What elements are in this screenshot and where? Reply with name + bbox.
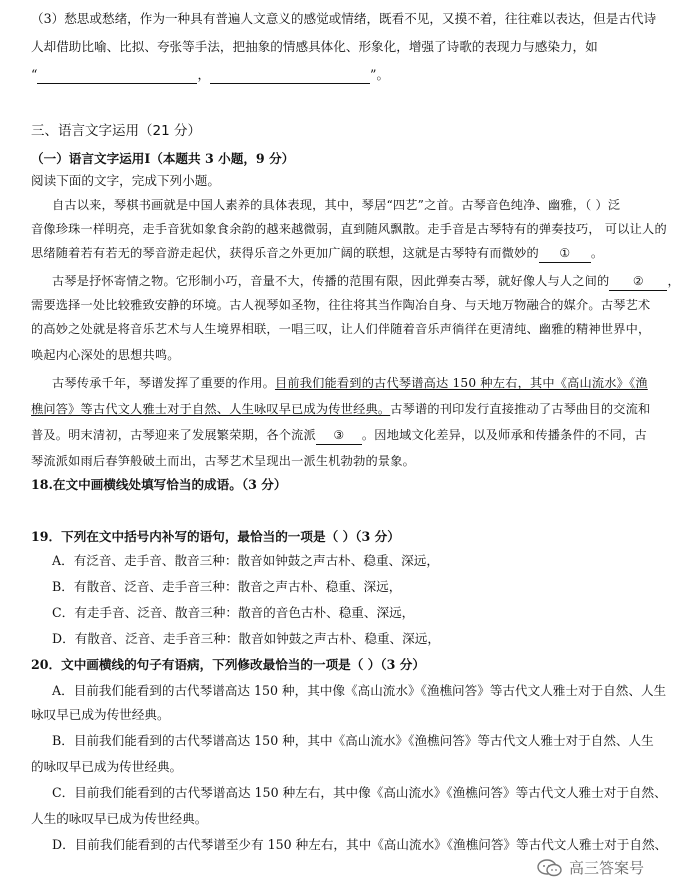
passage-p2-l2: 需要选择一处比较雅致安静的环境。古人视琴如圣物，往往将其当作陶冶自身、与天地万物融合的媒介。古琴艺术: [31, 298, 651, 312]
q20-option-a-l1[interactable]: A．目前我们能看到的古代琴谱高达 150 种，其中像《高山流水》《渔樵问答》等古代文人雅士对于自然、人生: [52, 683, 667, 698]
wechat-icon: [537, 858, 563, 878]
underlined-sentence-part2: 樵问答》等古代文人雅士对于自然、人生咏叹早已成为传世经典。: [31, 402, 391, 416]
passage-blank-3[interactable]: ③: [316, 426, 362, 445]
item3-line2: 人却借助比喻、比拟、夸张等手法，把抽象的情感具体化、形象化，增强了诗歌的表现力与感染力，如: [31, 39, 598, 54]
watermark: [537, 857, 644, 878]
passage-p1-l2: 音像珍珠一样明亮，走手音犹如象食余韵的越来越微弱，直到随风飘散。走手音是古琴特有的弹奏技巧， 可以让人的: [31, 222, 667, 236]
comma: ，: [197, 67, 211, 82]
passage-blank-1[interactable]: ①: [539, 244, 591, 263]
q19-option-b[interactable]: B．有散音、泛音、走手音三种：散音之声古朴、稳重、深远，: [52, 579, 402, 594]
question-20: 20．文中画横线的句子有语病，下列修改最恰当的一项是（ ）（3 分）: [31, 657, 425, 672]
open-quote: “: [31, 67, 38, 82]
passage-p2-l4: 唤起内心深处的思想共鸣。: [31, 348, 180, 362]
q20-option-b-l2[interactable]: 的咏叹早已成为传世经典。: [31, 759, 183, 774]
passage-p3-l2: 樵问答》等古代文人雅士对于自然、人生咏叹早已成为传世经典。古琴谱的刊印发行直接推动了古琴曲目的交流和: [31, 402, 651, 416]
question-18: 18.在文中画横线处填写恰当的成语。（3 分）: [31, 477, 287, 492]
section-instruction: 阅读下面的文字，完成下列小题。: [31, 173, 220, 188]
passage-p3-l3: 普及。明末清初，古琴迎来了发展繁荣期，各个流派 ③ 。因地域文化差异，以及师承和传播条件的不同，古: [31, 426, 647, 445]
item3-blanks: [31, 66, 389, 84]
answer-blank-1[interactable]: [37, 69, 197, 84]
passage-p1-l3: 思绪随着若有若无的琴音游走起伏，获得乐音之外更加广阔的联想，这就是古琴特有而微妙的 ① 。: [31, 244, 603, 263]
passage-p2-l3: 的高妙之处就是将音乐艺术与人生境界相联，一唱三叹，让人们伴随着音乐声徜徉在更清纯、幽雅的精神世界中，: [31, 322, 651, 336]
passage-p1-l1: 自古以来，琴棋书画就是中国人素养的具体表现，其中，琴居“四艺”之首。古琴音色纯净、幽雅，（ ）泛: [52, 198, 621, 212]
passage-p3-l4: 琴流派如雨后春笋般破土而出，古琴艺术呈现出一派生机勃勃的景象。: [31, 454, 416, 468]
answer-blank-2[interactable]: [210, 69, 370, 84]
q19-option-d[interactable]: D．有散音、泛音、走手音三种：散音如钟鼓之声古朴、稳重、深远，: [52, 631, 440, 646]
underlined-sentence-part1: 目前我们能看到的古代琴谱高达 150 种左右，其中《高山流水》《渔: [274, 376, 648, 390]
q20-option-a-l2[interactable]: 咏叹早已成为传世经典。: [31, 707, 170, 722]
q20-option-b-l1[interactable]: B．目前我们能看到的古代琴谱高达 150 种，其中《高山流水》《渔樵问答》等古代文人雅士对于自然、人生: [52, 733, 654, 748]
q20-option-c-l1[interactable]: C．目前我们能看到的古代琴谱高达 150 种左右，其中像《高山流水》《渔樵问答》等古代文人雅士对于自然、: [52, 785, 667, 800]
q20-option-c-l2[interactable]: 人生的咏叹早已成为传世经典。: [31, 811, 208, 826]
section-title: 三、语言文字运用（21 分）: [31, 123, 201, 139]
question-19: 19．下列在文中括号内补写的语句，最恰当的一项是（ ）（3 分）: [31, 529, 400, 544]
watermark-text: 高三答案号: [568, 859, 644, 877]
close-quote: ”。: [370, 67, 390, 82]
passage-blank-2[interactable]: ②: [609, 272, 667, 291]
item3-line1: （3）愁思或愁绪，作为一种具有普遍人文意义的感觉或情绪，既看不见，又摸不着，往往难以表达，但是古代诗: [31, 11, 657, 26]
q19-option-a[interactable]: A．有泛音、走手音、散音三种：散音如钟鼓之声古朴、稳重、深远，: [52, 553, 439, 568]
passage-p3-l1: 古琴传承千年，琴谱发挥了重要的作用。目前我们能看到的古代琴谱高达 150 种左右，其中《高山流水》《渔: [52, 376, 648, 390]
q20-option-d-l1[interactable]: D．目前我们能看到的古代琴谱至少有 150 种左右，其中《高山流水》《渔樵问答》等古代文人雅士对于自然、: [52, 837, 668, 852]
q19-option-c[interactable]: C．有走手音、泛音、散音三种：散音的音色古朴、稳重、深远，: [52, 605, 415, 620]
passage-p2-l1: 古琴是抒怀寄情之物。它形制小巧，音量不大，传播的范围有限，因此弹奏古琴，就好像人与人之间的 ② ，: [52, 272, 680, 291]
section-subtitle: （一）语言文字运用Ⅰ（本题共 3 小题，9 分）: [31, 151, 295, 166]
